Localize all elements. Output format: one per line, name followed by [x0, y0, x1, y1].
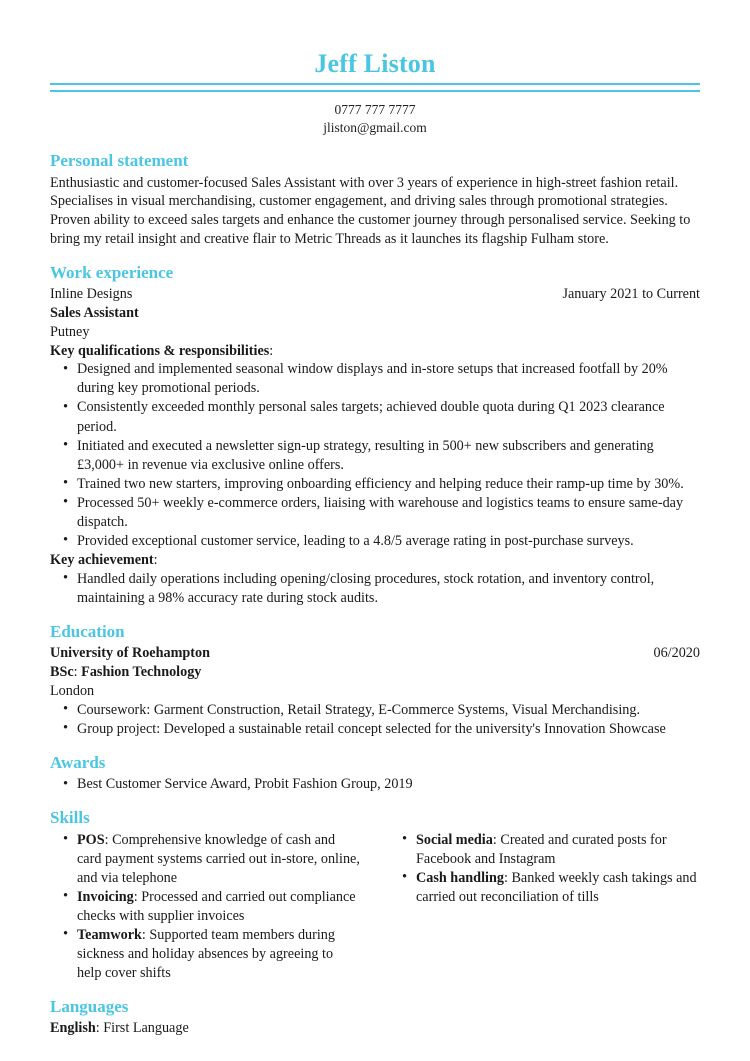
skill-text: Comprehensive knowledge of cash and card payment systems carried out in-store, online, and via telephone	[77, 831, 360, 886]
education-institution: University of Roehampton	[50, 645, 210, 662]
work-achievement-label-colon: :	[153, 551, 158, 568]
section-awards	[50, 753, 700, 794]
list-item: • Consistently exceeded monthly personal sales targets; achieved double quota during Q1 2023 clearance period.	[50, 398, 700, 436]
work-location: Putney	[50, 323, 90, 340]
work-achievement-label	[50, 551, 700, 570]
contact-email: jliston@gmail.com	[323, 120, 427, 136]
skills-column-left	[50, 831, 375, 983]
education-bullet-list	[50, 701, 700, 739]
list-item	[389, 831, 700, 869]
skills-columns	[50, 831, 700, 983]
list-item: • Processed 50+ weekly e-commerce orders, liaising with warehouse and logistics teams to ensure same-day dispatch.	[50, 494, 700, 532]
skills-list-right	[389, 831, 700, 907]
education-institution-row	[50, 644, 700, 663]
work-company-name: Inline Designs	[50, 285, 133, 302]
list-item: • Coursework: Garment Construction, Retail Strategy, E-Commerce Systems, Visual Merchandising.	[50, 701, 700, 720]
contact-block	[50, 101, 700, 137]
skill-colon: :	[104, 831, 113, 848]
education-date: 06/2020	[653, 645, 700, 662]
work-qualifications-list	[50, 360, 700, 550]
section-title-personal-statement: Personal statement	[50, 151, 189, 171]
section-title-education: Education	[50, 621, 125, 641]
work-dates: January 2021 to Current	[562, 285, 700, 302]
section-education	[50, 622, 700, 739]
candidate-name: Jeff Liston	[314, 49, 436, 78]
work-achievement-label-text: Key achievement	[50, 551, 154, 568]
education-degree-subject: Fashion Technology	[81, 663, 202, 680]
awards-list	[50, 775, 700, 794]
resume-header	[50, 50, 700, 137]
section-title-languages: Languages	[50, 996, 129, 1016]
section-skills	[50, 808, 700, 983]
skill-text: Supported team members during sickness and holiday absences by agreeing to help cover shifts	[77, 926, 335, 981]
section-title-work-experience: Work experience	[50, 262, 174, 282]
list-item	[50, 888, 361, 926]
skills-column-right	[375, 831, 700, 983]
education-degree-abbrev: BSc	[50, 663, 74, 680]
list-item	[50, 831, 361, 888]
skill-text: Processed and carried out compliance checks with supplier invoices	[77, 888, 356, 924]
skill-text: Created and curated posts for Facebook and Instagram	[416, 831, 667, 867]
language-entry	[50, 1019, 700, 1038]
skill-label: Social media	[416, 831, 493, 848]
list-item	[50, 926, 361, 983]
language-colon: :	[95, 1020, 104, 1037]
contact-phone: 0777 777 7777	[334, 102, 416, 118]
skill-colon: :	[141, 926, 150, 943]
work-qualifications-label	[50, 342, 700, 361]
language-label: English	[50, 1020, 96, 1037]
list-item: • Group project: Developed a sustainable retail concept selected for the university's Innovation Showcase	[50, 720, 700, 739]
list-item	[389, 869, 700, 907]
work-qualifications-label-colon: :	[269, 342, 274, 359]
list-item: • Provided exceptional customer service, leading to a 4.8/5 average rating in post-purchase surveys.	[50, 532, 700, 551]
language-text: First Language	[103, 1020, 189, 1037]
list-item: • Trained two new starters, improving onboarding efficiency and helping reduce their ramp-up time by 30%.	[50, 475, 700, 494]
skill-colon: :	[492, 831, 501, 848]
list-item: • Initiated and executed a newsletter sign-up strategy, resulting in 500+ new subscribers and generating £3,000+ in revenue via exclusive online offers.	[50, 437, 700, 475]
skill-colon: :	[503, 869, 512, 886]
section-title-awards: Awards	[50, 752, 106, 772]
skill-text: Banked weekly cash takings and carried out reconciliation of tills	[416, 869, 697, 905]
education-degree-colon: :	[73, 663, 82, 680]
work-company-row	[50, 285, 700, 304]
section-personal-statement	[50, 151, 700, 248]
section-work-experience	[50, 263, 700, 608]
skill-label: Teamwork	[77, 926, 142, 943]
work-job-title: Sales Assistant	[50, 304, 139, 321]
skill-label: POS	[77, 831, 105, 848]
work-achievement-list	[50, 570, 700, 608]
list-item: • Designed and implemented seasonal window displays and in-store setups that increased footfall by 20% during key promotional periods.	[50, 360, 700, 398]
skill-label: Invoicing	[77, 888, 134, 905]
education-location: London	[50, 682, 95, 699]
personal-statement-text: Enthusiastic and customer-focused Sales Assistant with over 3 years of experience in high-street fashion retail. Specialises in visual merchandising, customer engagement, and driving sales through promotional strategies. Proven ability to exceed sales targets and enhance the customer journey through personalised service. Seeking to bring my retail insight and creative flair to Metric Threads as it launches its flagship Fulham store.	[50, 174, 691, 247]
section-title-skills: Skills	[50, 808, 90, 828]
list-item: • Handled daily operations including opening/closing procedures, stock rotation, and inventory control, maintaining a 98% accuracy rate during stock audits.	[50, 570, 700, 608]
work-qualifications-label-text: Key qualifications & responsibilities	[50, 342, 270, 359]
education-degree	[50, 663, 700, 682]
skill-label: Cash handling	[416, 869, 504, 886]
list-item: • Best Customer Service Award, Probit Fashion Group, 2019	[50, 775, 700, 794]
section-languages	[50, 997, 700, 1038]
skills-list-left	[50, 831, 361, 983]
header-divider	[50, 83, 700, 92]
skill-colon: :	[133, 888, 142, 905]
